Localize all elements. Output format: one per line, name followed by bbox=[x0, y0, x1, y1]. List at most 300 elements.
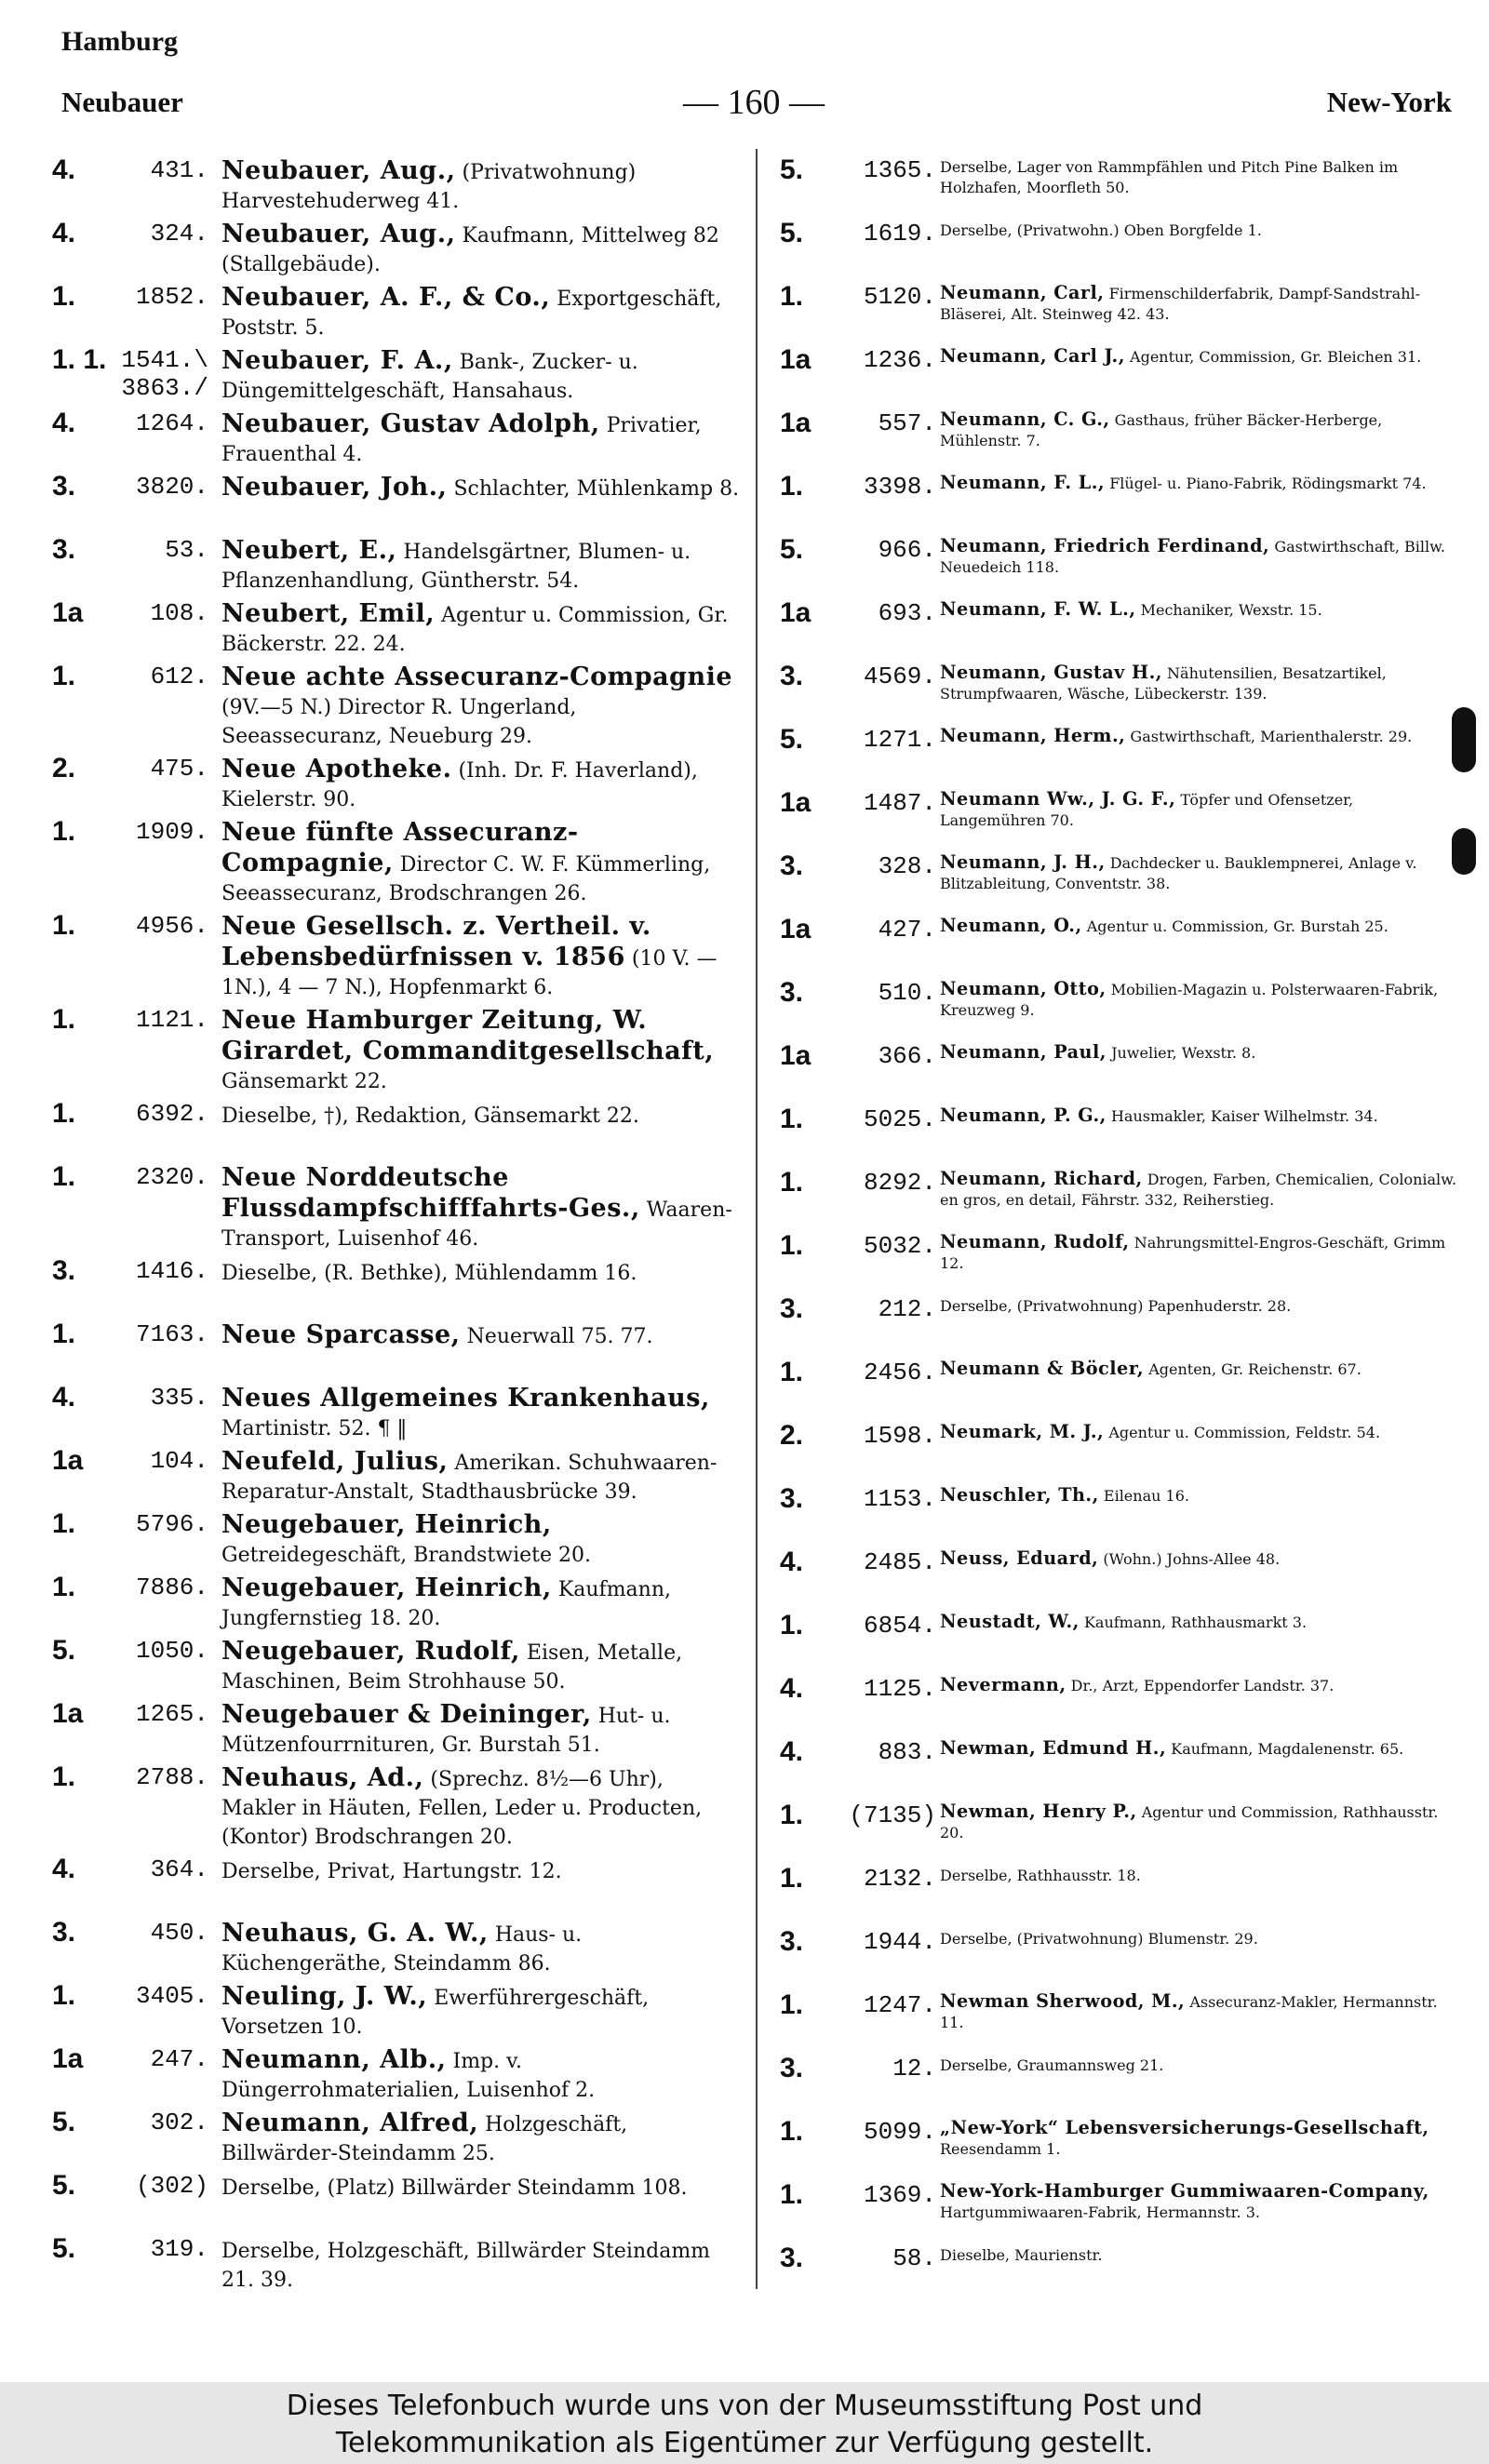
exchange-code: 1. bbox=[780, 1863, 804, 1894]
directory-entry bbox=[52, 597, 741, 659]
subscriber-name: Neubauer, A. F., & Co., bbox=[221, 283, 551, 312]
right-column bbox=[780, 154, 1459, 2306]
phone-number: 1271. bbox=[863, 726, 936, 754]
directory-entry bbox=[52, 1698, 741, 1760]
subscriber-name: Neumann, Alb., bbox=[221, 2045, 447, 2074]
directory-entry bbox=[52, 281, 741, 342]
phone-number: 510. bbox=[878, 979, 936, 1007]
directory-entry bbox=[780, 1293, 1459, 1355]
phone-number: 1264. bbox=[135, 409, 208, 437]
subscriber-details: Kaufmann, Magdalenenstr. 65. bbox=[1171, 1740, 1404, 1758]
entry-text bbox=[940, 1989, 1459, 2033]
subscriber-name: Neugebauer, Heinrich, bbox=[221, 1573, 552, 1602]
page-number: — 160 — bbox=[683, 83, 825, 122]
entry-text bbox=[221, 281, 741, 342]
entry-text bbox=[221, 597, 741, 659]
phone-number: 58. bbox=[892, 2244, 936, 2272]
subscriber-details: (Sprechz. 8½—6 Uhr), Makler in Häuten, Fellen, Leder u. Producten, (Kontor) Brodschrangen 20. bbox=[221, 1768, 703, 1849]
entry-text bbox=[940, 1420, 1459, 1443]
directory-entry bbox=[780, 914, 1459, 975]
directory-entry bbox=[780, 1547, 1459, 1608]
exchange-code: 1a bbox=[780, 408, 812, 438]
exchange-code: 3. bbox=[52, 471, 76, 502]
exchange-code: 1a bbox=[52, 2043, 84, 2074]
exchange-code: 3. bbox=[780, 1483, 804, 1514]
subscriber-details: Hartgummiwaaren-Fabrik, Hermannstr. 3. bbox=[940, 2203, 1260, 2222]
directory-entry bbox=[780, 787, 1459, 849]
directory-entry bbox=[780, 408, 1459, 469]
entry-text bbox=[221, 1980, 741, 2042]
directory-entry bbox=[780, 2116, 1459, 2177]
entry-text bbox=[940, 534, 1459, 578]
phone-number: 247. bbox=[150, 2045, 208, 2073]
subscriber-details: Amerikan. Schuhwaaren-Reparatur-Anstalt, Stadthausbrücke 39. bbox=[221, 1452, 718, 1504]
exchange-code: 1. bbox=[780, 1104, 804, 1134]
directory-entry bbox=[780, 1230, 1459, 1292]
exchange-code: 1a bbox=[780, 914, 812, 944]
directory-entry bbox=[780, 661, 1459, 722]
directory-entry bbox=[780, 534, 1459, 596]
phone-number: 1125. bbox=[863, 1675, 936, 1703]
exchange-code: 3. bbox=[52, 1917, 76, 1948]
subscriber-name: Neue Norddeutsche Flussdampfschifffahrts-Ges., bbox=[221, 1163, 640, 1223]
entry-text bbox=[221, 1445, 741, 1507]
entry-text bbox=[221, 1854, 741, 1886]
entry-text bbox=[940, 408, 1459, 451]
phone-number: 1944. bbox=[863, 1928, 936, 1956]
directory-entry bbox=[780, 218, 1459, 279]
directory-entry bbox=[780, 281, 1459, 342]
subscriber-details: Derselbe, (Privatwohn.) Oben Borgfelde 1. bbox=[940, 221, 1262, 239]
subscriber-name: Neumann, Otto, bbox=[940, 978, 1107, 999]
exchange-code: 1. bbox=[780, 2179, 804, 2210]
exchange-code: 5. bbox=[780, 534, 804, 565]
phone-number: 693. bbox=[878, 599, 936, 627]
phone-number: 8292. bbox=[863, 1169, 936, 1197]
entry-text bbox=[940, 1926, 1459, 1949]
entry-text bbox=[940, 1167, 1459, 1211]
exchange-code: 1. bbox=[52, 1572, 76, 1602]
subscriber-name: Neumann & Böcler, bbox=[940, 1358, 1145, 1379]
directory-entry bbox=[780, 1800, 1459, 1861]
subscriber-details: (Inh. Dr. F. Haverland), Kielerstr. 90. bbox=[221, 759, 698, 811]
subscriber-name: Neustadt, W., bbox=[940, 1611, 1080, 1632]
footer-notice bbox=[0, 2382, 1489, 2464]
exchange-code: 1. bbox=[780, 281, 804, 312]
subscriber-details: Dieselbe, (R. Bethke), Mühlendamm 16. bbox=[221, 1262, 637, 1285]
entry-text bbox=[940, 2179, 1459, 2223]
entry-text bbox=[940, 850, 1459, 894]
phone-number: 6392. bbox=[135, 1100, 208, 1128]
phone-number: 2788. bbox=[135, 1763, 208, 1791]
subscriber-details: Director C. W. F. Kümmerling, Seeassecuranz, Brodschrangen 26. bbox=[221, 853, 711, 905]
subscriber-name: Neubauer, Aug., bbox=[221, 156, 456, 185]
directory-entry bbox=[780, 850, 1459, 912]
phone-number: 335. bbox=[150, 1384, 208, 1412]
subscriber-details: Mobilien-Magazin u. Polsterwaaren-Fabrik, Kreuzweg 9. bbox=[940, 981, 1439, 1020]
directory-entry bbox=[52, 1572, 741, 1633]
exchange-code: 5. bbox=[52, 1635, 76, 1666]
entry-text bbox=[940, 597, 1459, 621]
subscriber-name: „New-York“ Lebensversicherungs-Gesellschaft, bbox=[940, 2117, 1429, 2138]
phone-number: 2485. bbox=[863, 1548, 936, 1576]
entry-text bbox=[940, 1673, 1459, 1696]
entry-text bbox=[940, 1736, 1459, 1760]
exchange-code: 1. bbox=[780, 1610, 804, 1640]
subscriber-name: Neumark, M. J., bbox=[940, 1421, 1105, 1442]
subscriber-details: Drogen, Farben, Chemicalien, Colonialw. en gros, en detail, Fährstr. 332, Reiherstieg. bbox=[940, 1171, 1457, 1210]
exchange-code: 1a bbox=[52, 1698, 84, 1729]
exchange-code: 1. bbox=[52, 1980, 76, 2011]
entry-text bbox=[940, 154, 1459, 198]
exchange-code: 3. bbox=[780, 1293, 804, 1324]
directory-entry bbox=[52, 816, 741, 908]
exchange-code: 2. bbox=[52, 753, 76, 783]
entry-text bbox=[221, 154, 741, 216]
subscriber-details: Juwelier, Wexstr. 8. bbox=[1111, 1044, 1256, 1062]
entry-text bbox=[940, 661, 1459, 704]
column-divider bbox=[756, 149, 758, 2289]
directory-entry bbox=[780, 1104, 1459, 1165]
subscriber-name: Neumann, Richard, bbox=[940, 1168, 1143, 1189]
phone-number: 2132. bbox=[863, 1865, 936, 1893]
exchange-code: 4. bbox=[52, 1854, 76, 1884]
phone-number: 108. bbox=[150, 599, 208, 627]
phone-number: 1487. bbox=[863, 789, 936, 817]
subscriber-details: (Wohn.) Johns-Allee 48. bbox=[1103, 1550, 1281, 1568]
phone-number: 328. bbox=[878, 852, 936, 880]
subscriber-details: Getreidegeschäft, Brandstwiete 20. bbox=[221, 1544, 591, 1567]
exchange-code: 1a bbox=[780, 597, 812, 628]
phone-number: 883. bbox=[878, 1738, 936, 1766]
exchange-code: 3. bbox=[780, 2053, 804, 2083]
exchange-code: 4. bbox=[780, 1547, 804, 1577]
directory-entry bbox=[52, 753, 741, 814]
directory-entry bbox=[52, 534, 741, 596]
exchange-code: 1a bbox=[780, 787, 812, 818]
subscriber-name: Newman, Edmund H., bbox=[940, 1737, 1167, 1759]
phone-number: 3405. bbox=[135, 1982, 208, 2010]
directory-entry bbox=[780, 1040, 1459, 1102]
subscriber-name: Neues Allgemeines Krankenhaus, bbox=[221, 1384, 710, 1413]
entry-text bbox=[940, 281, 1459, 325]
entry-text bbox=[221, 408, 741, 469]
subscriber-details: Dieselbe, †), Redaktion, Gänsemarkt 22. bbox=[221, 1105, 639, 1128]
directory-entry bbox=[780, 2243, 1459, 2304]
entry-text bbox=[221, 1255, 741, 1288]
exchange-code: 1. bbox=[780, 1167, 804, 1198]
entry-text bbox=[221, 218, 741, 279]
subscriber-details: Martinistr. 52. ¶ ‖ bbox=[221, 1417, 408, 1440]
exchange-code: 1. bbox=[52, 910, 76, 941]
subscriber-name: Neubert, E., bbox=[221, 536, 397, 565]
subscriber-details: Derselbe, Holzgeschäft, Billwärder Steindamm 21. 39. bbox=[221, 2240, 711, 2292]
exchange-code: 3. bbox=[52, 534, 76, 565]
phone-number: 2456. bbox=[863, 1359, 936, 1386]
phone-number: 12. bbox=[892, 2055, 936, 2082]
subscriber-details: Imp. v. Düngerrohmaterialien, Luisenhof 2. bbox=[221, 2050, 596, 2102]
entry-text bbox=[221, 534, 741, 596]
exchange-code: 2. bbox=[780, 1420, 804, 1451]
subscriber-name: Neumann, C. G., bbox=[940, 408, 1110, 430]
directory-entry bbox=[780, 1167, 1459, 1228]
entry-text bbox=[221, 344, 741, 406]
phone-number: 1236. bbox=[863, 346, 936, 374]
exchange-code: 3. bbox=[780, 661, 804, 691]
exchange-code: 1. bbox=[52, 281, 76, 312]
subscriber-details: Agentur u. Commission, Feldstr. 54. bbox=[1108, 1424, 1381, 1441]
phone-number: 450. bbox=[150, 1919, 208, 1947]
subscriber-name: Neumann, Friedrich Ferdinand, bbox=[940, 535, 1270, 556]
phone-number: 319. bbox=[150, 2235, 208, 2263]
subscriber-name: Neumann, Herm., bbox=[940, 725, 1126, 746]
entry-text bbox=[221, 1917, 741, 1978]
ink-blot bbox=[1452, 828, 1476, 875]
subscriber-details: Reesendamm 1. bbox=[940, 2140, 1061, 2159]
exchange-code: 5. bbox=[780, 154, 804, 185]
subscriber-details: Exportgeschäft, Poststr. 5. bbox=[221, 288, 722, 340]
exchange-code: 1a bbox=[52, 1445, 84, 1476]
subscriber-details: Agentur, Commission, Gr. Bleichen 31. bbox=[1130, 348, 1422, 366]
subscriber-name: Neuhaus, Ad., bbox=[221, 1763, 424, 1792]
ink-blot bbox=[1452, 707, 1476, 772]
directory-entry bbox=[780, 1736, 1459, 1798]
directory-entry bbox=[780, 471, 1459, 532]
subscriber-details: (10 V. — 1N.), 4 — 7 N.), Hopfenmarkt 6. bbox=[221, 947, 718, 999]
directory-entry bbox=[52, 1382, 741, 1443]
phone-number: 6854. bbox=[863, 1612, 936, 1640]
phone-number: 5032. bbox=[863, 1232, 936, 1260]
subscriber-details: Holzgeschäft, Billwärder-Steindamm 25. bbox=[221, 2113, 628, 2165]
subscriber-details: Gastwirthschaft, Billw. Neuedeich 118. bbox=[940, 538, 1446, 577]
entry-text bbox=[221, 661, 741, 751]
exchange-code: 1a bbox=[52, 597, 84, 628]
exchange-code: 1. 1. bbox=[52, 344, 107, 375]
subscriber-details: Dr., Arzt, Eppendorfer Landstr. 37. bbox=[1070, 1677, 1335, 1694]
subscriber-details: Mechaniker, Wexstr. 15. bbox=[1140, 601, 1322, 619]
subscriber-name: Neue Gesellsch. z. Vertheil. v. Lebensbedürfnissen v. 1856 bbox=[221, 912, 651, 971]
subscriber-name: Neugebauer, Rudolf, bbox=[221, 1637, 520, 1666]
directory-entry bbox=[780, 154, 1459, 216]
directory-entry bbox=[780, 977, 1459, 1038]
entry-text bbox=[940, 471, 1459, 494]
subscriber-name: Neubauer, Gustav Adolph, bbox=[221, 409, 600, 438]
phone-number: 427. bbox=[878, 916, 936, 944]
subscriber-name: Newman Sherwood, M., bbox=[940, 1990, 1186, 2012]
exchange-code: 3. bbox=[780, 850, 804, 881]
phone-number: 966. bbox=[878, 536, 936, 564]
header-left-keyword: Neubauer bbox=[61, 86, 183, 118]
subscriber-details: Derselbe, (Platz) Billwärder Steindamm 108. bbox=[221, 2176, 688, 2200]
directory-entry bbox=[780, 1483, 1459, 1545]
phone-number: 7886. bbox=[135, 1573, 208, 1601]
entry-text bbox=[940, 1863, 1459, 1886]
directory-entry bbox=[52, 1098, 741, 1159]
directory-entry bbox=[52, 218, 741, 279]
subscriber-details: Assecuranz-Makler, Hermannstr. 11. bbox=[940, 1993, 1438, 2032]
directory-entry bbox=[780, 2179, 1459, 2241]
subscriber-name: Neumann, Carl, bbox=[940, 282, 1105, 303]
phone-number: (7135) bbox=[849, 1801, 936, 1829]
directory-entry bbox=[52, 154, 741, 216]
subscriber-details: Hut- u. Mützenfourrnituren, Gr. Burstah 51. bbox=[221, 1705, 671, 1757]
phone-number: 366. bbox=[878, 1042, 936, 1070]
subscriber-name: Neue Apotheke. bbox=[221, 755, 452, 783]
subscriber-details: Derselbe, (Privatwohnung) Blumenstr. 29. bbox=[940, 1930, 1258, 1948]
subscriber-name: Nevermann, bbox=[940, 1674, 1066, 1695]
subscriber-details: Agentur und Commission, Rathhausstr. 20. bbox=[940, 1803, 1439, 1842]
directory-entry bbox=[52, 1161, 741, 1253]
subscriber-details: Dachdecker u. Bauklempnerei, Anlage v. Blitzableitung, Conventstr. 38. bbox=[940, 854, 1417, 893]
entry-text bbox=[221, 816, 741, 908]
directory-entry bbox=[52, 2233, 741, 2295]
phone-number: 4956. bbox=[135, 912, 208, 940]
subscriber-details: Handelsgärtner, Blumen- u. Pflanzenhandlung, Güntherstr. 54. bbox=[221, 541, 691, 593]
exchange-code: 1a bbox=[780, 1040, 812, 1071]
subscriber-details: Gänsemarkt 22. bbox=[221, 1070, 387, 1093]
entry-text bbox=[221, 1319, 741, 1351]
exchange-code: 1. bbox=[52, 1319, 76, 1349]
exchange-code: 1a bbox=[780, 344, 812, 375]
subscriber-name: Newman, Henry P., bbox=[940, 1801, 1137, 1822]
subscriber-name: Neuschler, Th., bbox=[940, 1484, 1099, 1506]
phone-number: 1365. bbox=[863, 156, 936, 184]
entry-text bbox=[221, 1382, 741, 1443]
exchange-code: 1. bbox=[780, 1230, 804, 1261]
subscriber-details: Waaren-Transport, Luisenhof 46. bbox=[221, 1199, 732, 1251]
directory-entry bbox=[52, 661, 741, 751]
subscriber-name: Neufeld, Julius, bbox=[221, 1447, 449, 1476]
exchange-code: 1. bbox=[52, 661, 76, 691]
subscriber-name: New-York-Hamburger Gummiwaaren-Company, bbox=[940, 2180, 1429, 2202]
entry-text bbox=[940, 218, 1459, 241]
phone-number: 1619. bbox=[863, 220, 936, 248]
directory-entry bbox=[52, 1004, 741, 1096]
subscriber-details: Dieselbe, Maurienstr. bbox=[940, 2246, 1103, 2264]
subscriber-details: Agenten, Gr. Reichenstr. 67. bbox=[1148, 1360, 1362, 1378]
subscriber-details: (Privatwohnung) Harvestehuderweg 41. bbox=[221, 161, 637, 213]
entry-text bbox=[221, 2233, 741, 2295]
phone-number: 5796. bbox=[135, 1510, 208, 1538]
phone-number: 431. bbox=[150, 156, 208, 184]
subscriber-name: Neuhaus, G. A. W., bbox=[221, 1919, 489, 1948]
subscriber-details: Firmenschilderfabrik, Dampf-Sandstrahl-Bläserei, Alt. Steinweg 42. 43. bbox=[940, 285, 1421, 324]
exchange-code: 4. bbox=[52, 154, 76, 185]
subscriber-name: Neue achte Assecuranz-Compagnie bbox=[221, 663, 733, 691]
exchange-code: 5. bbox=[52, 2170, 76, 2201]
entry-text bbox=[940, 1800, 1459, 1843]
directory-entry bbox=[52, 1761, 741, 1852]
subscriber-details: Eisen, Metalle, Maschinen, Beim Strohhause 50. bbox=[221, 1641, 683, 1694]
subscriber-details: Haus- u. Küchengeräthe, Steindamm 86. bbox=[221, 1923, 583, 1975]
directory-entry bbox=[52, 1508, 741, 1570]
footer-line-1: Dieses Telefonbuch wurde uns von der Museumsstiftung Post und bbox=[286, 2390, 1203, 2422]
exchange-code: 5. bbox=[780, 724, 804, 755]
entry-text bbox=[221, 910, 741, 1002]
exchange-code: 1. bbox=[52, 1161, 76, 1192]
subscriber-name: Neubauer, Joh., bbox=[221, 473, 448, 502]
subscriber-details: Hausmakler, Kaiser Wilhelmstr. 34. bbox=[1110, 1107, 1378, 1125]
subscriber-name: Neue fünfte Assecuranz-Compagnie, bbox=[221, 818, 579, 877]
exchange-code: 5. bbox=[52, 2233, 76, 2264]
entry-text bbox=[940, 2243, 1459, 2266]
subscriber-details: Kaufmann, Mittelweg 82 (Stallgebäude). bbox=[221, 224, 719, 276]
phone-number: 1265. bbox=[135, 1700, 208, 1728]
phone-number: 5099. bbox=[863, 2118, 936, 2146]
subscriber-name: Neumann Ww., J. G. F., bbox=[940, 788, 1176, 810]
entry-text bbox=[940, 344, 1459, 368]
subscriber-details: Derselbe, Privat, Hartungstr. 12. bbox=[221, 1860, 562, 1883]
entry-text bbox=[940, 914, 1459, 937]
subscriber-details: Derselbe, Rathhausstr. 18. bbox=[940, 1867, 1141, 1884]
subscriber-name: Neumann, F. L., bbox=[940, 472, 1106, 493]
phone-number: 324. bbox=[150, 220, 208, 248]
phone-number: 1247. bbox=[863, 1991, 936, 2019]
subscriber-details: Schlachter, Mühlenkamp 8. bbox=[453, 477, 740, 501]
directory-entry bbox=[52, 1319, 741, 1380]
phone-number: 302. bbox=[150, 2109, 208, 2136]
phone-number: 612. bbox=[150, 663, 208, 690]
directory-entry bbox=[780, 1926, 1459, 1988]
subscriber-name: Neumann, O., bbox=[940, 915, 1082, 936]
phone-number: 5120. bbox=[863, 283, 936, 311]
exchange-code: 3. bbox=[780, 2243, 804, 2273]
entry-text bbox=[940, 1357, 1459, 1380]
phone-number: 212. bbox=[878, 1295, 936, 1323]
phone-number: 1121. bbox=[135, 1006, 208, 1034]
subscriber-name: Neumann, J. H., bbox=[940, 851, 1106, 873]
exchange-code: 4. bbox=[52, 218, 76, 248]
exchange-code: 3. bbox=[52, 1255, 76, 1286]
directory-entry bbox=[52, 2170, 741, 2231]
left-column bbox=[52, 154, 741, 2297]
directory-entry bbox=[780, 344, 1459, 406]
phone-number: 3820. bbox=[135, 473, 208, 501]
entry-text bbox=[940, 1230, 1459, 1274]
phone-number: 7163. bbox=[135, 1320, 208, 1348]
directory-entry bbox=[52, 910, 741, 1002]
subscriber-details: Kaufmann, Rathhausmarkt 3. bbox=[1083, 1614, 1308, 1631]
entry-text bbox=[221, 1635, 741, 1696]
exchange-code: 4. bbox=[52, 408, 76, 438]
phone-number: (302) bbox=[135, 2172, 208, 2200]
phone-number: 1369. bbox=[863, 2181, 936, 2209]
exchange-code: 4. bbox=[780, 1673, 804, 1704]
subscriber-name: Neubauer, Aug., bbox=[221, 220, 456, 248]
phone-number: 1416. bbox=[135, 1257, 208, 1285]
subscriber-name: Neubert, Emil, bbox=[221, 599, 436, 628]
directory-entry bbox=[780, 597, 1459, 659]
exchange-code: 1. bbox=[52, 1004, 76, 1035]
subscriber-name: Neubauer, F. A., bbox=[221, 346, 453, 375]
entry-text bbox=[940, 1040, 1459, 1064]
subscriber-details: Privatier, Frauenthal 4. bbox=[221, 414, 702, 466]
subscriber-name: Neuling, J. W., bbox=[221, 1982, 428, 2011]
subscriber-name: Neumann, Rudolf, bbox=[940, 1231, 1130, 1252]
subscriber-name: Neugebauer, Heinrich, bbox=[221, 1510, 552, 1539]
phone-number: 53. bbox=[165, 536, 208, 564]
phone-number: 104. bbox=[150, 1447, 208, 1475]
phone-number: 1598. bbox=[863, 1422, 936, 1450]
entry-text bbox=[940, 1547, 1459, 1570]
entry-text bbox=[221, 1004, 741, 1096]
phone-number: 1852. bbox=[135, 283, 208, 311]
subscriber-details: Nähutensilien, Besatzartikel, Strumpfwaaren, Wäsche, Lübeckerstr. 139. bbox=[940, 664, 1387, 703]
directory-entry bbox=[780, 1420, 1459, 1481]
directory-entry bbox=[780, 1989, 1459, 2051]
exchange-code: 1. bbox=[780, 471, 804, 502]
exchange-code: 1. bbox=[780, 1800, 804, 1830]
